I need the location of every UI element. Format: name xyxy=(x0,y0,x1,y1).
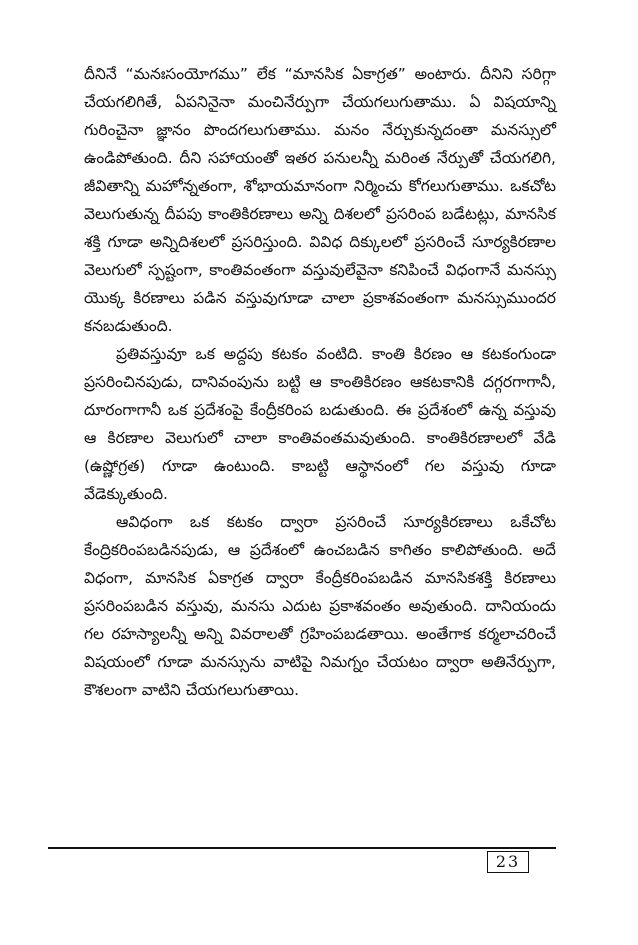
paragraph-1: దీనినే “మనఃసంయోగము” లేక “మానసిక ఏకాగ్రత” అంటారు. దీనిని సరిగ్గా చేయగలిగితే, ఏపనినైనా మంచినేర్పుగా చేయగలుగుతాము. ఏ విషయాన్ని గురించైనా జ్ఞానం పొందగలుగుతాము. మనం నేర్చుకున్నదంతా మనస్సులో ఉండిపోతుంది. దీని సహాయంతో ఇతర పనులన్నీ మరింత నేర్పుతో చేయగలిగి, జీవితాన్ని మహోన్నతంగా, శోభాయమానంగా నిర్మించు కోగలుగుతాము. ఒకచోట వెలుగుతున్న దీపపు కాంతికిరణాలు అన్ని దిశలలో ప్రసరింప బడేటట్లు, మానసిక శక్తి గూడా అన్నిదిశలలో ప్రసరిస్తుంది. వివిధ దిక్కులలో ప్రసరించే సూర్యకిరణాల వెలుగులో స్పష్టంగా, కాంతివంతంగా వస్తువులేవైనా కనిపించే విధంగానే మనస్సు యొక్క కిరణాలు పడిన వస్తువుగూడా చాలా ప్రకాశవంతంగా మనస్సుముందర కనబడుతుంది. xyxy=(84,65,556,335)
page-number: 23 xyxy=(487,851,529,873)
paragraph-2: ప్రతివస్తువూ ఒక అద్దపు కటకం వంటిది. కాంతి కిరణం ఆ కటకంగుండా ప్రసరించినపుడు, దానివంపును బట్టి ఆ కాంతికిరణం ఆకటకానికి దగ్గరగాగానీ, దూరంగాగానీ ఒక ప్రదేశంపై కేంద్రీకరింప బడుతుంది. ఈ ప్రదేశంలో ఉన్న వస్తువు ఆ కిరణాల వెలుగులో చాలా కాంతివంతమవుతుంది. కాంతికిరణాలలో వేడి (ఉష్ణోగ్రత) గూడా ఉంటుంది. కాబట్టి ఆస్థానంలో గల వస్తువు గూడా వేడెక్కుతుంది. xyxy=(84,345,556,503)
paragraph-3: ఆవిధంగా ఒక కటకం ద్వారా ప్రసరించే సూర్యకిరణాలు ఒకేచోట కేంద్రికరింపబడినపుడు, ఆ ప్రదేశంలో ఉంచబడిన కాగితం కాలిపోతుంది. అదే విధంగా, మానసిక ఏకాగ్రత ద్వారా కేంద్రీకరింపబడిన మానసికశక్తి కిరణాలు ప్రసరింపబడిన వస్తువు, మనసు ఎదుట ప్రకాశవంతం అవుతుంది. దానియందు గల రహస్యాలన్నీ అన్ని వివరాలతో గ్రహింపబడతాయి. అంతేగాక కర్మలాచరించే విషయంలో గూడా మనస్సును వాటిపై నిమగ్నం చేయటం ద్వారా అతినేర్పుగా, కౌశలంగా వాటిని చేయగలుగుతాయి. xyxy=(84,513,556,699)
body-text xyxy=(84,60,556,704)
footer-divider xyxy=(48,847,556,849)
